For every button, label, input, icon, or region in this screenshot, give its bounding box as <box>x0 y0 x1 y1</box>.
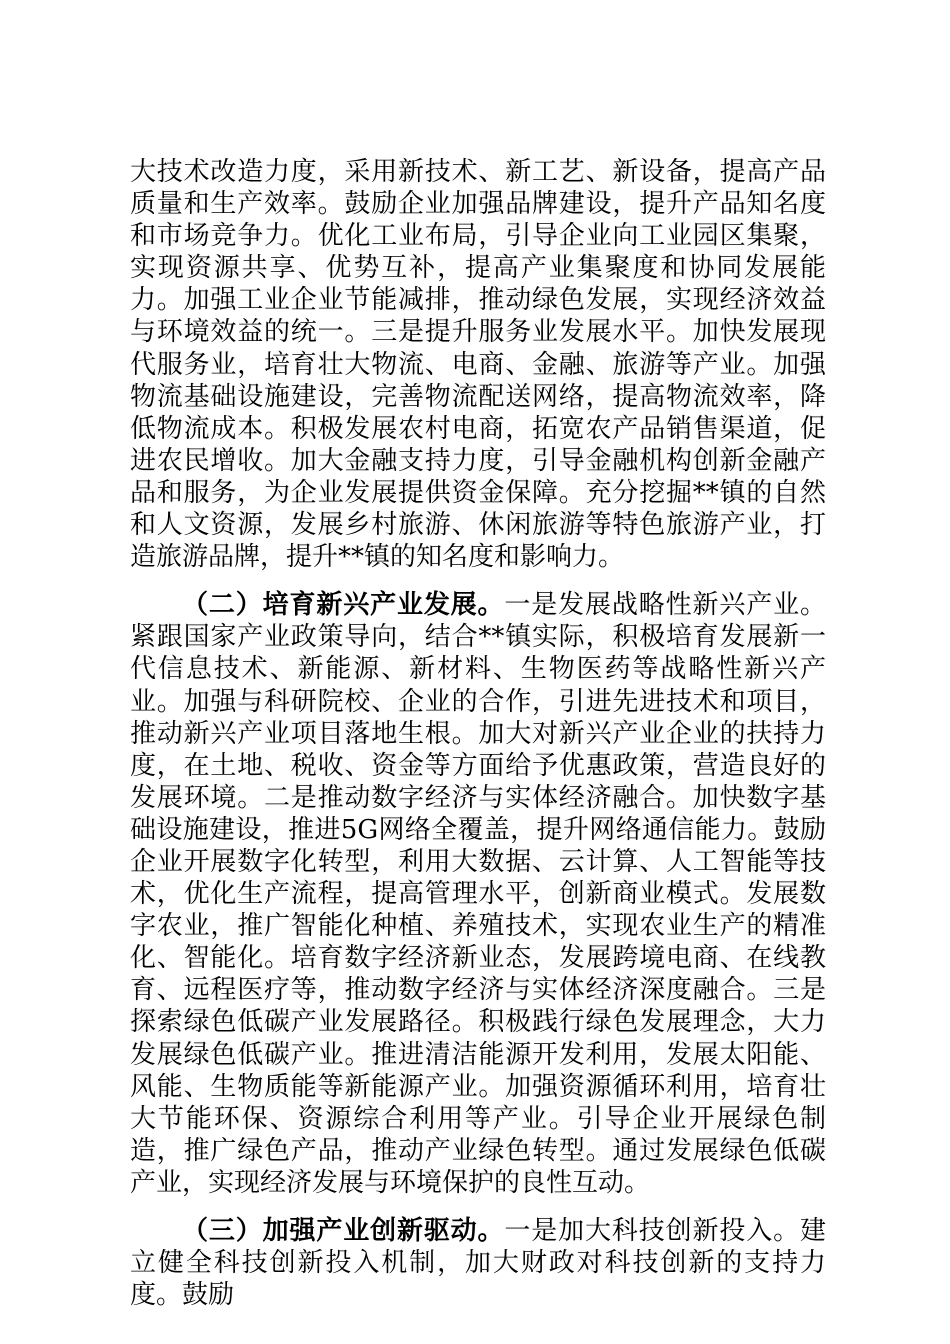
section-heading: （二）培育新兴产业发展。 <box>182 590 505 621</box>
paragraph-body: 大技术改造力度，采用新技术、新工艺、新设备，提高产品质量和生产效率。鼓励企业加强品牌建设，提升产品知名度和市场竞争力。优化工业布局，引导企业向工业园区集聚，实现资源共享、优势互补，提高产业集聚度和协同发展能力。加强工业企业节能减排，推动绿色发展，实现经济效益与环境效益的统一。三是提升服务业发展水平。加快发展现代服务业，培育壮大物流、电商、金融、旅游等产业。加强物流基础设施建设，完善物流配送网络，提高物流效率，降低物流成本。积极发展农村电商，拓宽农产品销售渠道，促进农民增收。加大金融支持力度，引导金融机构创新金融产品和服务，为企业发展提供资金保障。充分挖掘**镇的自然和人文资源，发展乡村旅游、休闲旅游等特色旅游产业，打造旅游品牌，提升**镇的知名度和影响力。 <box>130 157 826 573</box>
paragraph-1 <box>130 156 826 573</box>
section-heading: （三）加强产业创新驱动。 <box>182 1216 505 1246</box>
paragraph-2 <box>130 589 826 1199</box>
paragraph-spacer <box>130 1199 826 1215</box>
document-page <box>130 156 826 1311</box>
paragraph-spacer <box>130 573 826 589</box>
paragraph-body: 一是发展战略性新兴产业。紧跟国家产业政策导向，结合**镇实际，积极培育发展新一代信息技术、新能源、新材料、生物医药等战略性新兴产业。加强与科研院校、企业的合作，引进先进技术和项目，推动新兴产业项目落地生根。加大对新兴产业企业的扶持力度，在土地、税收、资金等方面给予优惠政策，营造良好的发展环境。二是推动数字经济与实体经济融合。加快数字基础设施建设，推进5G网络全覆盖，提升网络通信能力。鼓励企业开展数字化转型，利用大数据、云计算、人工智能等技术，优化生产流程，提高管理水平，创新商业模式。发展数字农业，推广智能化种植、养殖技术，实现农业生产的精准化、智能化。培育数字经济新业态，发展跨境电商、在线教育、远程医疗等，推动数字经济与实体经济深度融合。三是探索绿色低碳产业发展路径。积极践行绿色发展理念，大力发展绿色低碳产业。推进清洁能源开发利用，发展太阳能、风能、生物质能等新能源产业。加强资源循环利用，培育壮大节能环保、资源综合利用等产业。引导企业开展绿色制造，推广绿色产品，推动产业绿色转型。通过发展绿色低碳产业，实现经济发展与环境保护的良性互动。 <box>130 590 826 1198</box>
paragraph-body: 一是加大科技创新投入。建立健全科技创新投入机制，加大财政对科技创新的支持力度。鼓励 <box>130 1216 826 1311</box>
paragraph-3 <box>130 1215 826 1311</box>
